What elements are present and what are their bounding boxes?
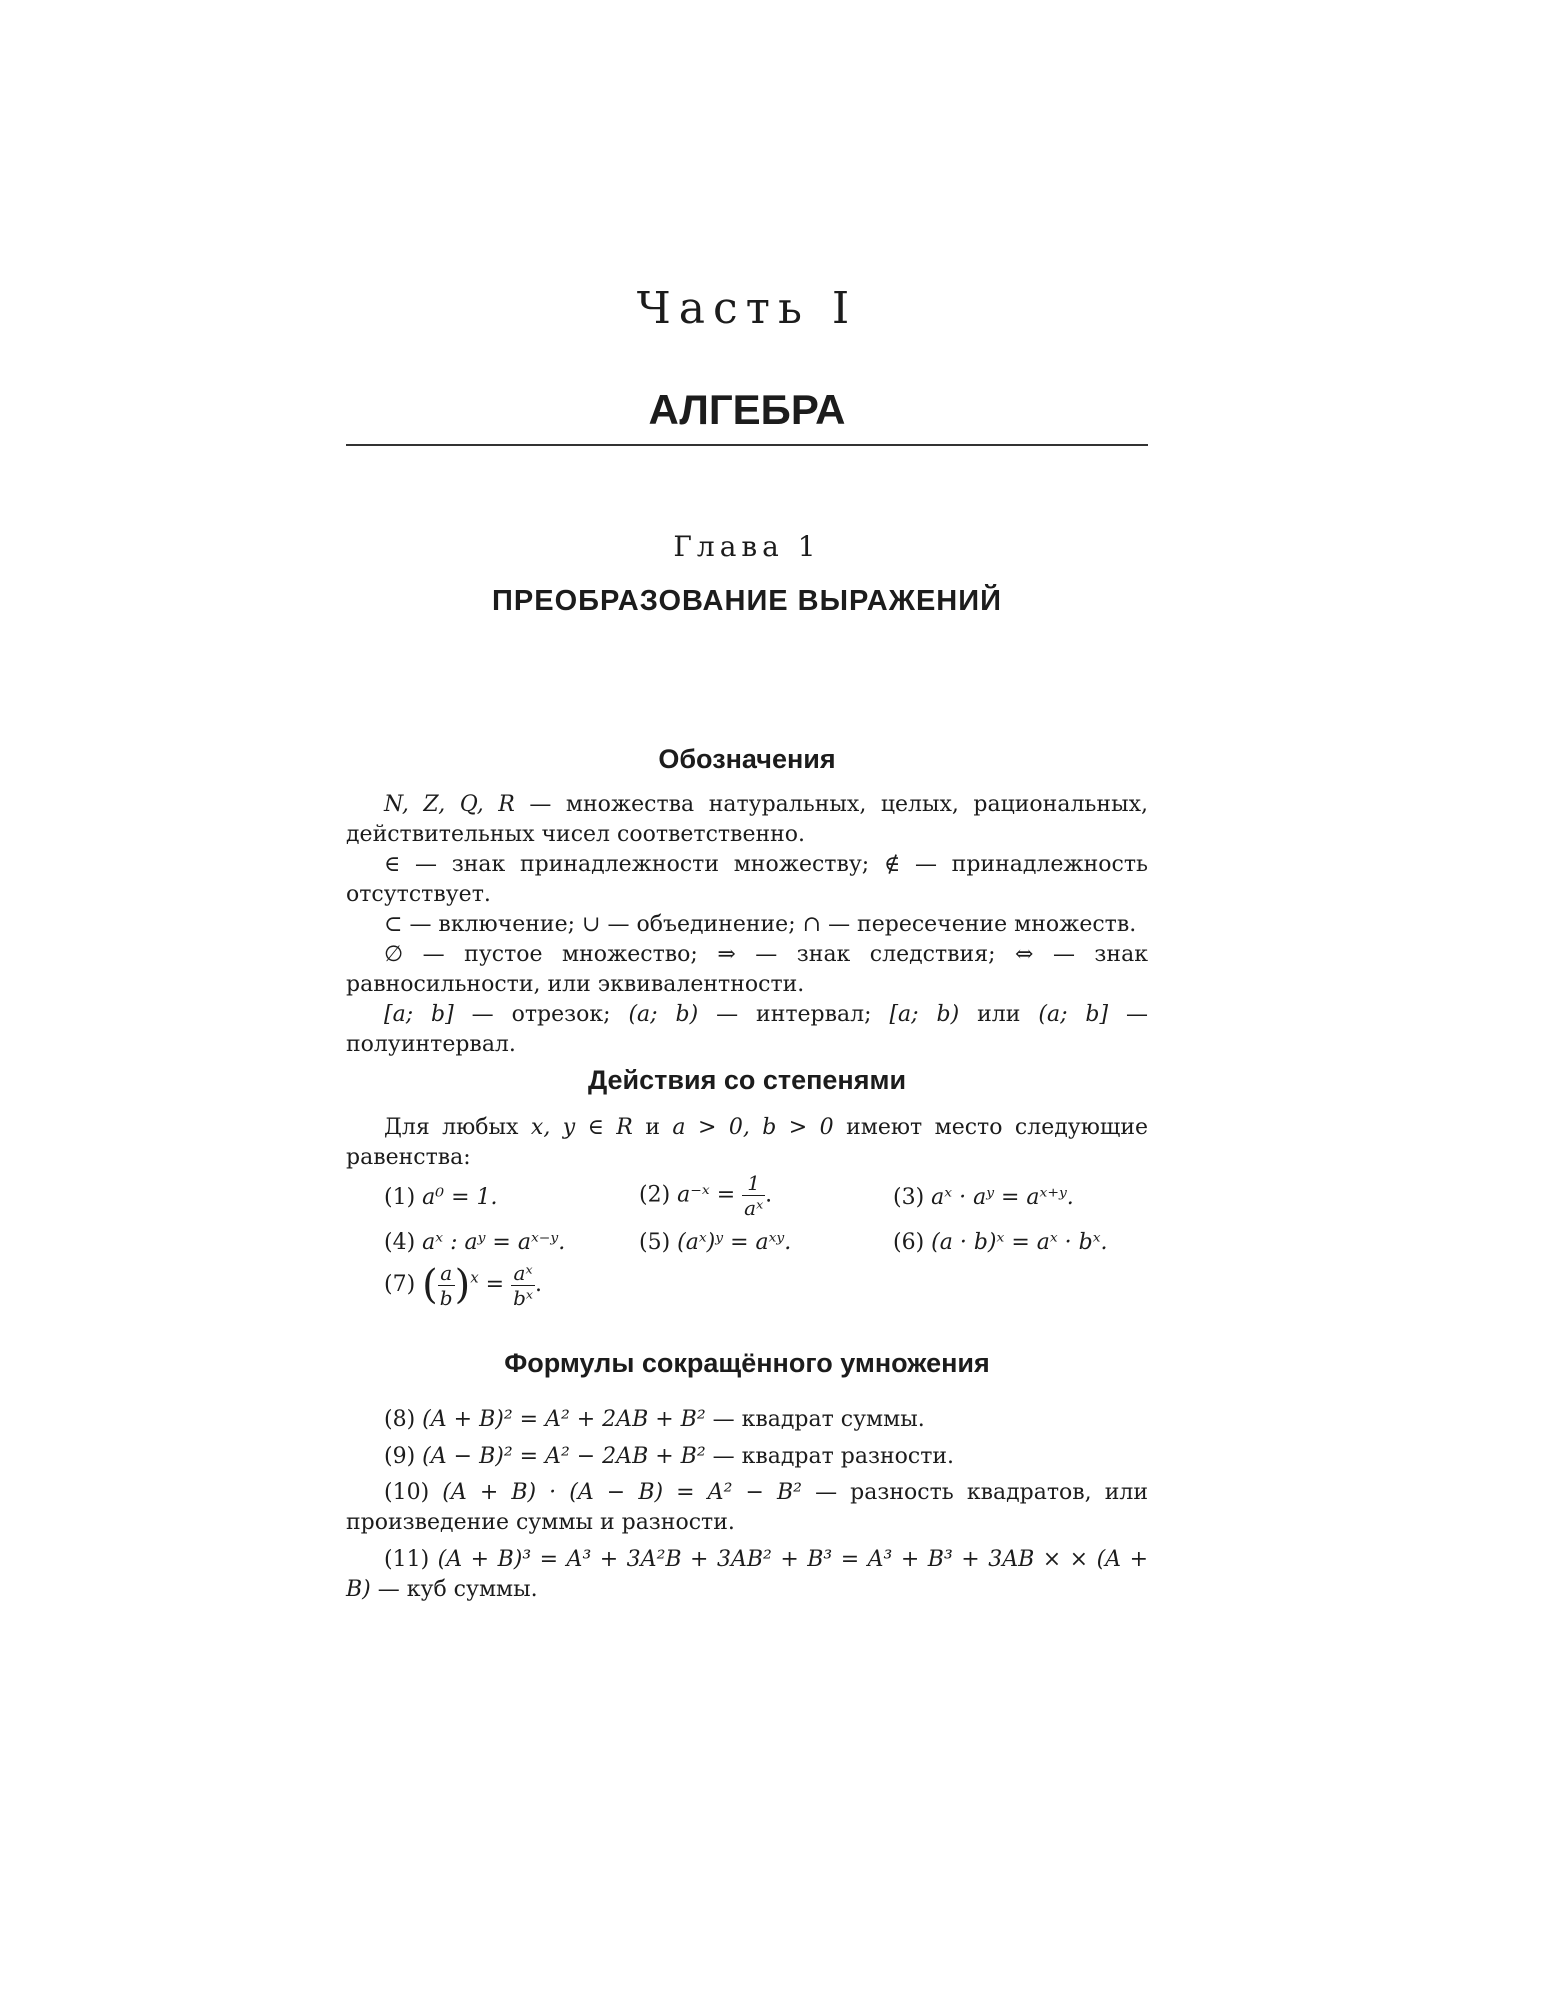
- half-interval-or: или: [977, 1002, 1021, 1027]
- formula-7-outer-num: aˣ: [511, 1263, 535, 1286]
- segment-symbol: [a; b]: [384, 1002, 454, 1027]
- formula-1-expr: a⁰ = 1.: [422, 1185, 498, 1210]
- notation-intervals: [346, 1000, 1148, 1060]
- formula-7-inner-fraction: [438, 1260, 455, 1310]
- chapter-title: ПРЕОБРАЗОВАНИЕ ВЫРАЖЕНИЙ: [492, 585, 1002, 617]
- formula-7-right-paren: ): [454, 1262, 471, 1308]
- half-interval-symbol-2: (a; b]: [1038, 1002, 1109, 1027]
- segment-text: — отрезок;: [471, 1002, 611, 1027]
- formula-8-number: (8): [384, 1407, 416, 1432]
- formula-6-expr: (a · b)ˣ = aˣ · bˣ.: [931, 1230, 1108, 1255]
- powers-intro: [346, 1113, 1148, 1173]
- formula-3: [893, 1185, 1074, 1210]
- formula-10: [346, 1478, 1148, 1538]
- half-interval-symbol-1: [a; b): [889, 1002, 960, 1027]
- formula-7-inner-den: b: [439, 1285, 453, 1310]
- formula-11-expr: (A + B)³ = A³ + 3A²B + 3AB² + B³ = A³ + B³ + 3AB × × (A + B): [346, 1547, 1148, 1602]
- interval-symbol: (a; b): [628, 1002, 699, 1027]
- notation-sets: [346, 790, 1148, 850]
- formula-7-end: .: [535, 1272, 543, 1297]
- empty-set-text: — пустое множество;: [422, 942, 698, 967]
- formula-4-expr: aˣ : aʸ = aˣ⁻ʸ.: [422, 1230, 566, 1255]
- formula-5: [639, 1230, 791, 1255]
- chapter-label: Глава 1: [673, 530, 821, 563]
- formula-5-expr: (aˣ)ʸ = aˣʸ.: [677, 1230, 792, 1255]
- powers-intro-b: имеют место следующие равенства:: [346, 1115, 1149, 1170]
- formula-7-exponent: x: [470, 1268, 479, 1287]
- formula-7-left-paren: (: [422, 1262, 438, 1308]
- in-text: — знак принадлежности множеству;: [415, 852, 870, 877]
- powers-heading: Действия со степенями: [587, 1065, 907, 1095]
- title-rule: [346, 444, 1148, 446]
- formula-9: [346, 1442, 1148, 1472]
- implies-symbol: ⇒: [717, 942, 736, 967]
- in-symbol: ∈: [384, 852, 401, 877]
- formula-2-frac-den: aˣ: [744, 1196, 764, 1220]
- sets-text: — множества натуральных, целых, рациональных, действительных чисел соответственно.: [346, 792, 1148, 847]
- formula-4: [384, 1230, 565, 1255]
- interval-text: — интервал;: [716, 1002, 872, 1027]
- powers-intro-cond: a > 0, b > 0: [672, 1115, 834, 1140]
- notation-membership: [346, 850, 1148, 910]
- formula-11-text: — куб суммы.: [377, 1577, 538, 1602]
- formula-1: [384, 1185, 498, 1210]
- implies-text: — знак следствия;: [755, 942, 996, 967]
- intersection-text: — пересечение множеств.: [828, 912, 1137, 937]
- equiv-symbol: ⇔: [1015, 942, 1034, 967]
- notin-symbol: ∉: [883, 852, 901, 877]
- powers-intro-a: Для любых: [384, 1115, 519, 1140]
- formula-2-end: .: [765, 1182, 773, 1208]
- union-text: — объединение;: [607, 912, 796, 937]
- union-symbol: ∪: [582, 912, 601, 937]
- subset-symbol: ⊂: [384, 912, 403, 937]
- formula-9-text: — квадрат разности.: [712, 1444, 955, 1469]
- formula-2-number: (2): [639, 1182, 671, 1208]
- formula-10-number: (10): [384, 1480, 430, 1505]
- formula-7-outer-den: bˣ: [513, 1285, 534, 1310]
- formula-8-text: — квадрат суммы.: [712, 1407, 925, 1432]
- formula-6-number: (6): [893, 1230, 925, 1255]
- empty-set-symbol: ∅: [384, 942, 404, 967]
- formula-1-number: (1): [384, 1185, 416, 1210]
- formula-2-fraction: [742, 1173, 765, 1218]
- part-title: АЛГЕБРА: [648, 386, 846, 433]
- formula-8: [346, 1405, 1148, 1435]
- formula-3-number: (3): [893, 1185, 925, 1210]
- notation-set-ops: [346, 910, 1148, 940]
- formula-2-lhs: a⁻ˣ =: [677, 1182, 736, 1208]
- formula-3-expr: aˣ · aʸ = aˣ⁺ʸ.: [931, 1185, 1074, 1210]
- intersection-symbol: ∩: [802, 912, 822, 937]
- notin-text: — принадлежность отсутствует.: [346, 852, 1149, 907]
- formula-2-frac-num: 1: [742, 1173, 765, 1196]
- formula-10-text: — разность квадратов, или произведение суммы и разности.: [346, 1480, 1149, 1535]
- powers-intro-vars: x, y ∈ R: [530, 1115, 633, 1140]
- notation-logic: [346, 940, 1148, 1000]
- formula-11: [346, 1545, 1148, 1605]
- notation-heading: Обозначения: [658, 744, 836, 774]
- formula-10-expr: (A + B) · (A − B) = A² − B²: [442, 1480, 802, 1505]
- formula-6: [893, 1230, 1108, 1255]
- mult-heading: Формулы сокращённого умножения: [504, 1348, 990, 1378]
- formula-7-number: (7): [384, 1272, 416, 1297]
- half-interval-text: — полуинтервал.: [346, 1002, 1149, 1057]
- formula-9-number: (9): [384, 1444, 416, 1469]
- formula-5-number: (5): [639, 1230, 671, 1255]
- formula-9-expr: (A − B)² = A² − 2AB + B²: [422, 1444, 706, 1469]
- formula-7: [384, 1262, 542, 1308]
- subset-text: — включение;: [409, 912, 576, 937]
- powers-intro-and: и: [645, 1115, 660, 1140]
- equiv-text: — знак равносильности, или эквивалентности.: [346, 942, 1148, 997]
- formula-7-inner-num: a: [438, 1263, 455, 1286]
- sets-symbols: N, Z, Q, R: [384, 792, 515, 817]
- formula-8-expr: (A + B)² = A² + 2AB + B²: [422, 1407, 706, 1432]
- formula-11-number: (11): [384, 1547, 430, 1572]
- formula-7-outer-fraction: [511, 1260, 535, 1310]
- formula-2: [639, 1173, 772, 1218]
- part-label: Часть I: [636, 283, 858, 334]
- formula-7-eq: =: [485, 1272, 505, 1297]
- formula-4-number: (4): [384, 1230, 416, 1255]
